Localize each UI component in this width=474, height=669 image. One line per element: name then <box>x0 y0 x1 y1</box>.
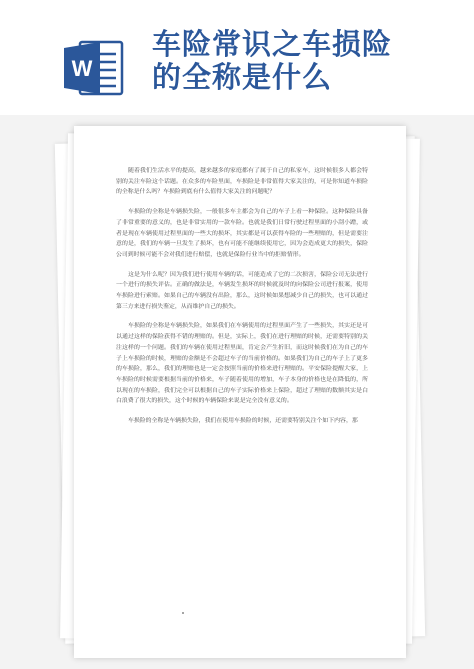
paragraph-3: 这是为什么呢？因为我们进行使用车辆的话，可能造成了它的二次损害，保险公司无法进行一个进行的损失评估。正确的做法是，车辆发生损坏的时候就及时的向保险公司进行报案，使用车损险进行索赔。如果自己的车辆没有出险，那么，这时候如果想减少自己的损失，也可以通过第三方来进行损失鉴定，从而维护自己的损失。 <box>116 271 368 310</box>
page-mark <box>182 612 184 614</box>
paragraph-5: 车损险的全称是车辆损失险，我们在使用车损险的时候，还需要特别关注个如下内容，那 <box>128 418 358 425</box>
word-document-icon <box>62 38 126 98</box>
word-icon-letter: W <box>71 56 93 81</box>
header-banner <box>0 0 474 115</box>
document-page <box>74 126 406 658</box>
document-body <box>116 166 368 436</box>
paragraph-2: 车损险的全称是车辆损失险，一般很多车主都会为自己的车子上看一种保险。这种保险具备了非常重要的意义的，也是非常实用的一款车险。也就是我们日常行驶过程里面的小刮小蹭，或者是现在车辆使用过程里面的一些大的损坏，其实都是可以获得车险的一些理赔的，但是需要注意的是，我们的车辆一旦发生了损坏，也有可能不能继续使用它，因为会造成更大的损失，保险公司到时候可能不会对我们进行赔偿，也就是保险行业当中的拒赔情形。 <box>116 209 368 258</box>
paragraph-1: 随着我们生活水平的提高，越来越多的家庭都有了属于自己的私家车，这时候很多人都会特别的关注车险这个话题。在众多的车险里面，车损险是非常值得大家关注的，可是你知道车损险的全称是什么吗？车损险到底有什么值得大家关注的问题呢？ <box>116 168 368 196</box>
title-line-2: 的全称是什么 <box>152 60 333 94</box>
paragraph-4: 车损险的全称是车辆损失险，如果我们在车辆使用的过程里面产生了一些损失，其实还是可以通过这样的保险获得不错的理赔的。但是，实际上，我们在进行理赔的时候，还需要特别的关注这样的一个问题。我们的车辆在使用过程里面，肯定会产生折旧，而这时候我们在为自己的车子上车损险的时候，理赔的金额是不会超过车子的当前价格的。如果我们为自己的车子上了更多的车损险，那么，我们的理赔也是一定会按照当前的价格来进行理赔的。平安保险提醒大家，上车损险的时候需要根据当前的价格来，车子随着使用的增加，车子本身的价格也是在降低的，所以现在的车损险，我们完全可以根据自己的车子实际价格来上保险，超过了理赔的数额其实是白白浪费了很大的损失，这个时候的车辆保险来说是完全没有意义的。 <box>116 323 368 405</box>
page-title <box>152 28 462 94</box>
title-line-1: 车险常识之车损险 <box>152 27 393 61</box>
